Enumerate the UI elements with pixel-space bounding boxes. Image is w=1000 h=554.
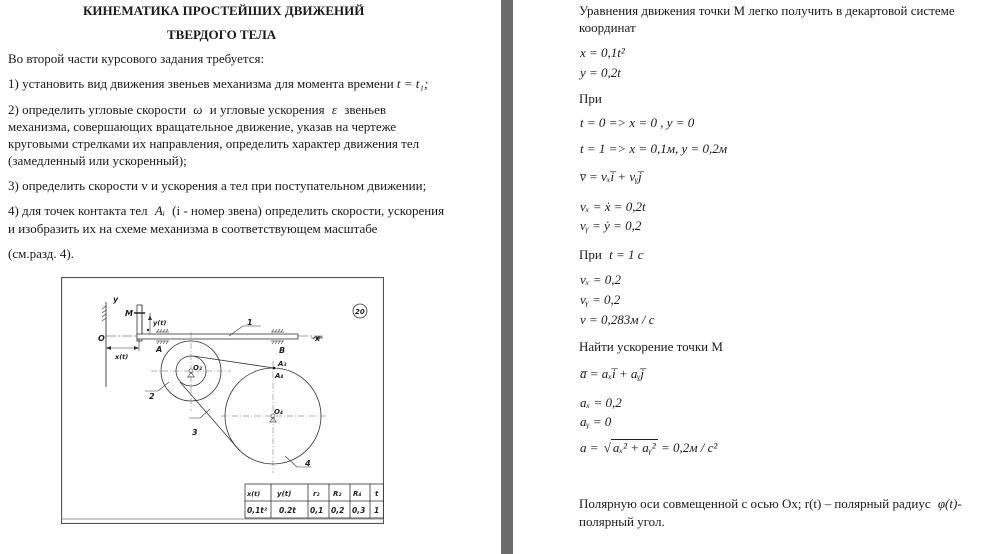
table-value-3: 0,2 [331,506,345,515]
label-x-axis: x [315,334,321,343]
vx-value: vₓ = 0,2 [580,272,621,287]
item-4-text-b: (i - номер звена) определить скорости, ускорения [172,203,445,218]
label-y-axis: y [113,295,119,304]
item-4-line3: (см.разд. 4). [8,246,74,261]
rod-1 [137,334,298,339]
vx-equation: vₓ = ẋ = 0,2t [580,199,646,214]
pri-2-text: При [579,247,602,262]
label-pri-1: При [579,91,602,106]
label-a: A [156,345,163,354]
label-o2: O₂ [193,364,203,372]
a-radicand: aₓ² + aᵧ² [612,440,656,455]
table-value-1: 0.2t [279,506,296,515]
ax-value: aₓ = 0,2 [580,395,622,410]
right-p1-line1: Уравнения движения точки М легко получить в декартовой системе [579,3,955,18]
phi-symbol: φ(t) [937,496,958,511]
item-4-line1 [8,203,444,219]
pri-2-math: t = 1 c [609,247,644,262]
mechanism-diagram [61,277,384,524]
polar-text-a: Полярную оси совмещенной с осью Ох; r(t) – полярный радиус [579,496,931,511]
table-header-1: y(t) [277,490,292,498]
label-m: M [125,309,133,318]
condition-t1: t = 1 => x = 0,1м, y = 0,2м [580,141,728,156]
label-link-4: 4 [305,459,311,468]
acceleration-heading: Найти ускорение точки М [579,339,723,354]
label-a4: A₄ [275,372,284,380]
diagram-frame [62,278,384,524]
vy-value: vᵧ = 0,2 [580,292,621,307]
vy-equation: vᵧ = ẏ = 0,2 [580,218,642,233]
label-link-2: 2 [149,392,155,401]
acceleration-vector: a̅ = aₓi̅ + aᵧj̅ [580,366,644,381]
label-y-of-t: y(t) [153,319,167,327]
label-link-3: 3 [192,428,198,437]
table-value-4: 0,3 [352,506,366,515]
item-2-text-c: звеньев [344,102,386,117]
item-2-line3: круговыми стрелками их направления, определить характер движения тел [8,136,420,151]
table-header-2: r₂ [313,490,320,498]
table-header-0: x(t) [247,490,261,498]
label-link-1: 1 [247,318,253,327]
table-value-0: 0,1t² [247,506,268,515]
ai-symbol: Aᵢ [154,203,165,218]
label-x-of-t: x(t) [115,353,129,361]
right-p1-line2: координат [579,20,636,35]
label-origin: O [98,334,105,343]
condition-t0: t = 0 => x = 0 , y = 0 [580,115,695,130]
item-2-text-b: и угловые ускорения [209,102,325,117]
equation-y: y = 0,2t [580,65,621,80]
table-value-5: 1 [374,506,380,515]
item-2-text-a: 2) определить угловые скорости [8,102,187,117]
title-line1: КИНЕМАТИКА ПРОСТЕЙШИХ ДВИЖЕНИЙ [83,3,365,18]
item-2-line2: механизма, совершающих вращательное движение, указав на чертеже [8,119,397,134]
velocity-vector: v̅ = vₓi̅ + vᵧj̅ [580,169,642,184]
ay-value: aᵧ = 0 [580,414,612,429]
label-b: B [279,346,286,355]
table-header-5: t [375,490,379,498]
table-header-4: R₄ [353,490,362,498]
equation-x: x = 0,1t² [580,45,625,60]
a-rhs: = 0,2м / c² [660,440,718,455]
a-lhs: a = [580,440,599,455]
item-4-text-a: 4) для точек контакта тел [8,203,148,218]
table-header-3: R₂ [333,490,342,498]
epsilon-symbol: ε [331,102,337,117]
intro-text: Во второй части курсового задания требуется: [8,51,265,66]
polar-line2: полярный угол. [579,514,665,529]
item-3: 3) определить скорости v и ускорения a тел при поступательном движении; [8,178,427,193]
label-pri-2 [579,247,644,263]
page-divider [501,0,513,554]
item-2-line4: (замедленный или ускоренный); [8,153,187,168]
v-value: v = 0,283м / c [580,312,655,327]
item-1-math: t = t₁; [396,76,429,91]
right-page [513,0,1000,554]
item-1-text: 1) установить вид движения звеньев механизма для момента времени [8,76,394,91]
item-1 [8,76,428,92]
omega-symbol: ω [193,102,203,117]
title-line2: ТВЕРДОГО ТЕЛА [167,27,277,42]
polar-line1 [579,496,962,512]
table-value-2: 0,1 [310,506,324,515]
a-magnitude: a = √ aₓ² + aᵧ² = 0,2м / c² [580,440,718,455]
item-4-line2: и изобразить их на схеме механизма в соответствующем масштабе [8,221,378,236]
item-2-line1 [8,102,386,118]
label-a3: A₃ [278,360,287,368]
polar-text-b: - [957,496,962,511]
label-o4: O₄ [274,408,284,416]
variant-number: 20 [355,308,365,316]
